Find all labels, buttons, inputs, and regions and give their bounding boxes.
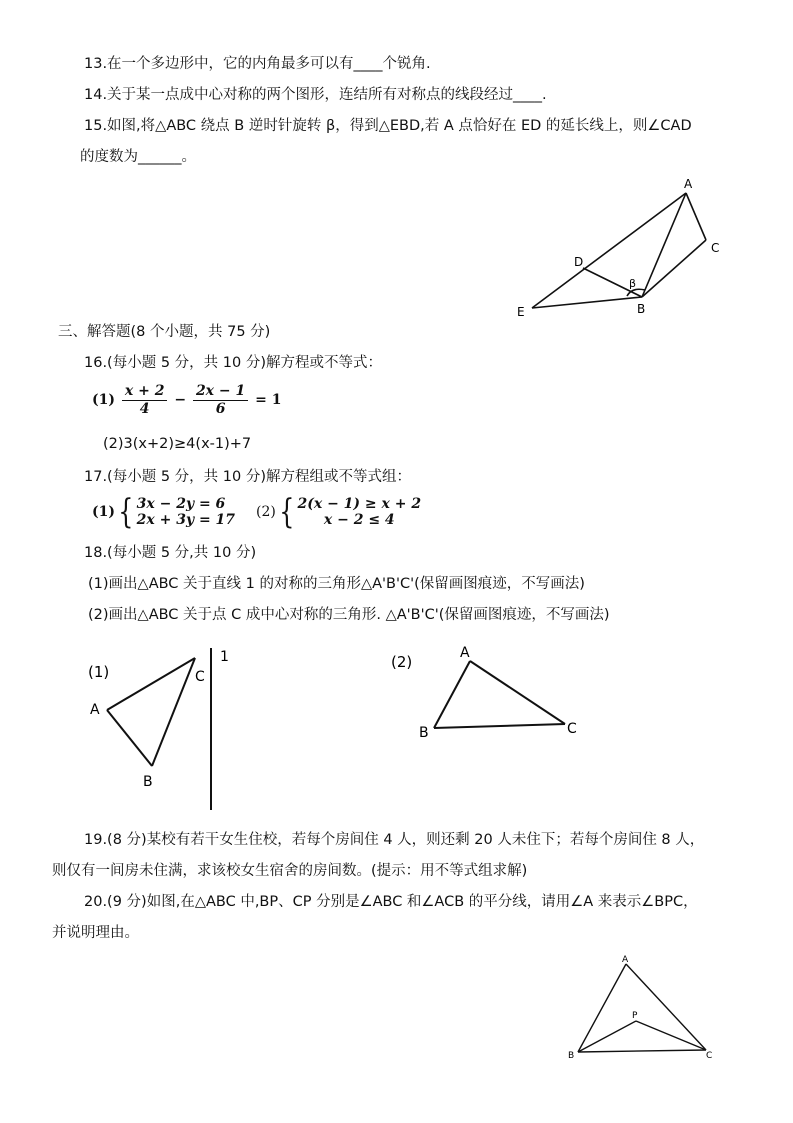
q16-num2: 2x − 1 xyxy=(193,383,248,401)
question-15-line1: 15.如图,将△ABC 绕点 B 逆时针旋转 β，得到△EBD,若 A 点恰好在 ED 的延长线上，则∠CAD xyxy=(84,118,692,134)
fig18b-label-a: A xyxy=(460,645,470,661)
fig18a-label-c: C xyxy=(195,669,205,685)
question-16: 16.(每小题 5 分，共 10 分)解方程或不等式： xyxy=(84,355,382,371)
fig20-label-b: B xyxy=(568,1051,575,1061)
question-17-part1: (1){ 3x − 2y = 6 2x + 3y = 17 xyxy=(92,492,236,532)
question-19-line2: 则仅有一间房未住满，求该校女生宿舍的房间数。(提示：用不等式组求解) xyxy=(52,863,528,879)
question-13: 13.在一个多边形中，它的内角最多可以有____个锐角. xyxy=(84,56,431,72)
question-18-part2: (2)画出△ABC 关于点 C 成中心对称的三角形. △A'B'C'(保留画图痕迹，不写画法) xyxy=(88,607,610,623)
question-20-line1: 20.(9 分)如图,在△ABC 中,BP、CP 分别是∠ABC 和∠ACB 的平分线，请用∠A 来表示∠BPC， xyxy=(84,894,698,910)
q17-2-eq2: x − 2 ≤ 4 xyxy=(323,512,395,528)
q16-1-label: (1) xyxy=(92,392,115,408)
question-17-part2: (2){ 2(x − 1) ≥ x + 2 x − 2 ≤ 4 xyxy=(256,492,422,532)
question-20-line2: 并说明理由。 xyxy=(52,925,139,941)
q16-den2: 6 xyxy=(215,400,226,417)
fig15-label-c: C xyxy=(711,241,720,255)
q16-rhs: = 1 xyxy=(255,392,282,408)
question-18: 18.(每小题 5 分,共 10 分) xyxy=(84,545,257,561)
fig15-label-d: D xyxy=(574,255,584,269)
q17-1-eq1: 3x − 2y = 6 xyxy=(136,496,226,512)
question-14: 14.关于某一点成中心对称的两个图形，连结所有对称点的线段经过____. xyxy=(84,87,547,103)
fig20-label-p: P xyxy=(632,1011,638,1021)
fig18b-label-b: B xyxy=(419,725,429,741)
fig20-label-c: C xyxy=(706,1051,713,1061)
fig15-label-beta: β xyxy=(629,277,637,290)
q16-minus: − xyxy=(174,392,187,408)
q17-1-eq2: 2x + 3y = 17 xyxy=(136,512,236,528)
fig18a-label-a: A xyxy=(90,702,100,718)
q17-2-label: (2) xyxy=(256,504,276,520)
q16-num1: x + 2 xyxy=(122,383,168,401)
fig18b-label: (2) xyxy=(391,653,413,671)
question-15-line2: 的度数为______。 xyxy=(80,149,196,165)
question-19-line1: 19.(8 分)某校有若干女生住校，若每个房间住 4 人，则还剩 20 人未住下；若每个房间住 8 人， xyxy=(84,832,705,848)
fig15-label-a: A xyxy=(684,177,693,191)
fig18a-label-b: B xyxy=(143,774,153,790)
q17-2-eq1: 2(x − 1) ≥ x + 2 xyxy=(297,496,422,512)
question-17: 17.(每小题 5 分，共 10 分)解方程组或不等式组： xyxy=(84,469,411,485)
q16-den1: 4 xyxy=(139,400,150,417)
fig20-label-a: A xyxy=(622,955,629,965)
section-3-heading: 三、解答题(8 个小题，共 75 分) xyxy=(58,324,271,340)
question-16-part2: (2)3(x+2)≥4(x-1)+7 xyxy=(103,436,252,452)
q17-1-label: (1) xyxy=(92,504,115,520)
fig18a-label-line: 1 xyxy=(220,649,229,665)
fig18a-label: (1) xyxy=(88,663,110,681)
fig15-label-e: E xyxy=(517,305,525,319)
question-18-part1: (1)画出△ABC 关于直线 1 的对称的三角形△A'B'C'(保留画图痕迹，不写画法) xyxy=(88,576,585,592)
fig15-label-b: B xyxy=(637,302,646,316)
fig18b-label-c: C xyxy=(567,721,577,737)
